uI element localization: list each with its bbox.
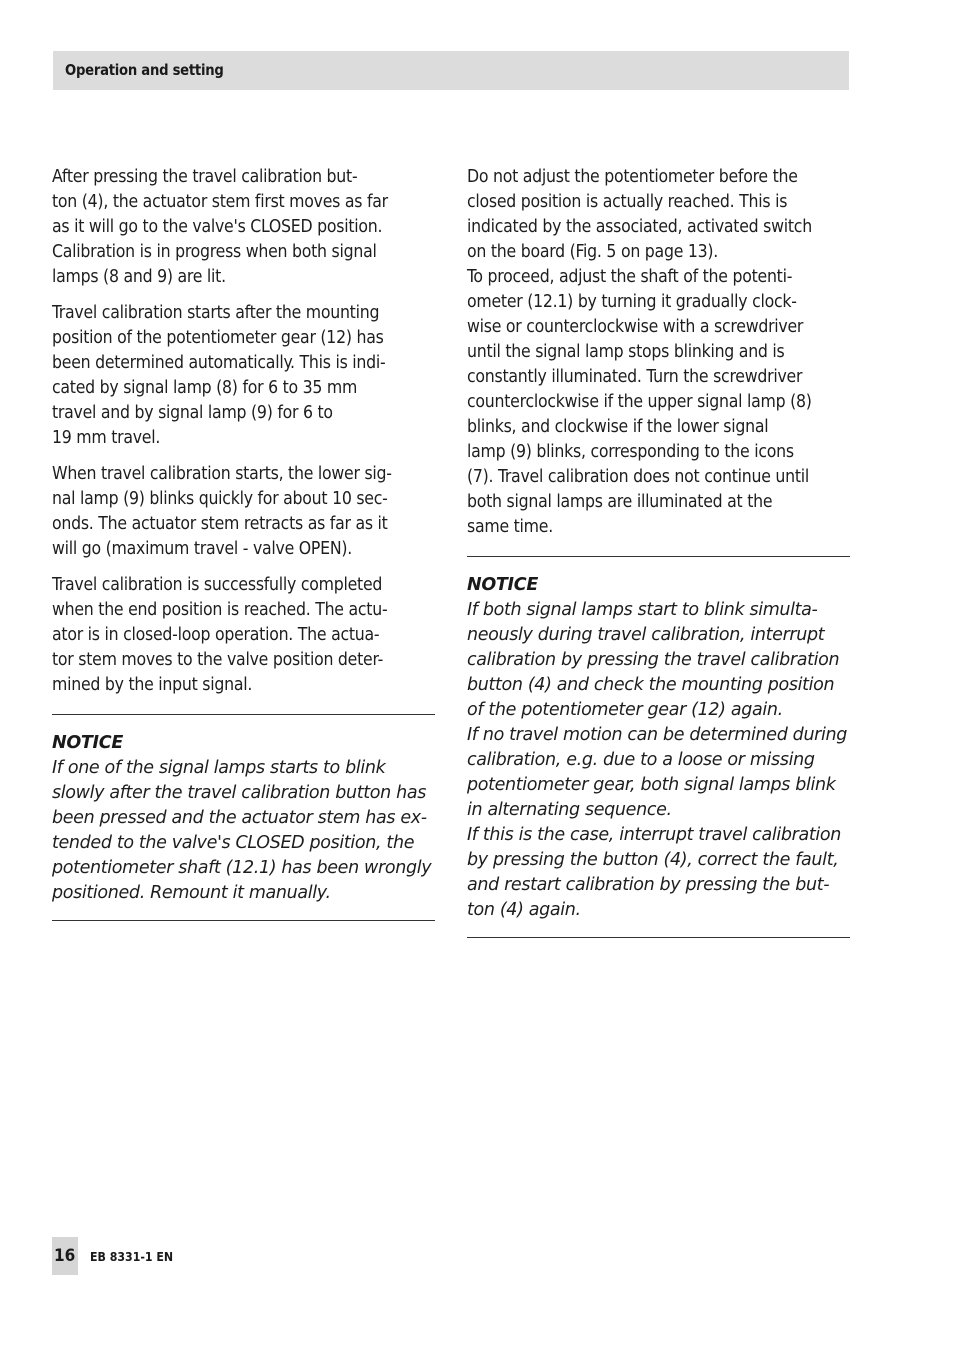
left-paragraph-4: Travel calibration is successfully completed when the end position is reached. The actu- ator is in closed-loop operation. The actua- tor stem moves to the valve position deter- mined by the input signal. (52, 575, 388, 695)
notice-top-rule (52, 714, 435, 715)
notice-bottom-rule (467, 937, 850, 938)
left-notice (52, 731, 442, 906)
notice-top-rule (467, 556, 850, 557)
notice-text: If one of the signal lamps starts to blink slowly after the travel calibration button has been pressed and the actuator stem has ex- tended to the valve's CLOSED position, the potentiometer shaft (12.1) has been wrongly positioned. Remount it manually. (52, 758, 432, 903)
notice-text: If both signal lamps start to blink simulta- neously during travel calibration, interrupt calibration by pressing the travel calibration button (4) and check the mounting position of the potentiometer gear (12) again. If no travel motion can be determined during calibration, e.g. due to a loose or missing potentiometer gear, both signal lamps blink in alternating sequence. If this is the case, interrupt travel calibration by pressing the button (4), correct the fault, and restart calibration by pressing the but- ton (4) again. (467, 600, 848, 920)
left-paragraph-2: Travel calibration starts after the mounting position of the potentiometer gear (12) has been determined automatically. This is indi- cated by signal lamp (8) for 6 to 35 mm travel and by signal lamp (9) for 6 to 19 mm travel. (52, 303, 386, 448)
left-paragraph-3: When travel calibration starts, the lower sig- nal lamp (9) blinks quickly for about 10 sec- onds. The actuator stem retracts as far as it will go (maximum travel - valve OPEN). (52, 464, 392, 559)
left-column (52, 165, 442, 921)
page-number: 16 (54, 1246, 76, 1266)
notice-title: NOTICE (467, 575, 538, 595)
document-reference: EB 8331-1 EN (90, 1249, 174, 1264)
section-header-bar (53, 51, 849, 90)
right-column (467, 165, 857, 938)
section-title: Operation and setting (65, 61, 224, 79)
right-paragraph-1: Do not adjust the potentiometer before the closed position is actually reached. This is indicated by the associated, activated switch on the board (Fig. 5 on page 13). To proceed, adjust the shaft of the potenti- ometer (12.1) by turning it gradually clock- wise or counterclockwise with a screwdriver until the signal lamp stops blinking and is constantly illuminated. Turn the screwdriver counterclockwise if the upper signal lamp (8) blinks, and clockwise if the lower signal lamp (9) blinks, corresponding to the icons (7). Travel calibration does not continue until both signal lamps are illuminated at the same time. (467, 167, 812, 537)
notice-bottom-rule (52, 920, 435, 921)
page-number-box (52, 1237, 78, 1275)
notice-title: NOTICE (52, 733, 123, 753)
right-notice (467, 573, 857, 923)
left-paragraph-1: After pressing the travel calibration but- ton (4), the actuator stem first moves as far as it will go to the valve's CLOSED position. Calibration is in progress when both signal lamps (8 and 9) are lit. (52, 167, 388, 287)
